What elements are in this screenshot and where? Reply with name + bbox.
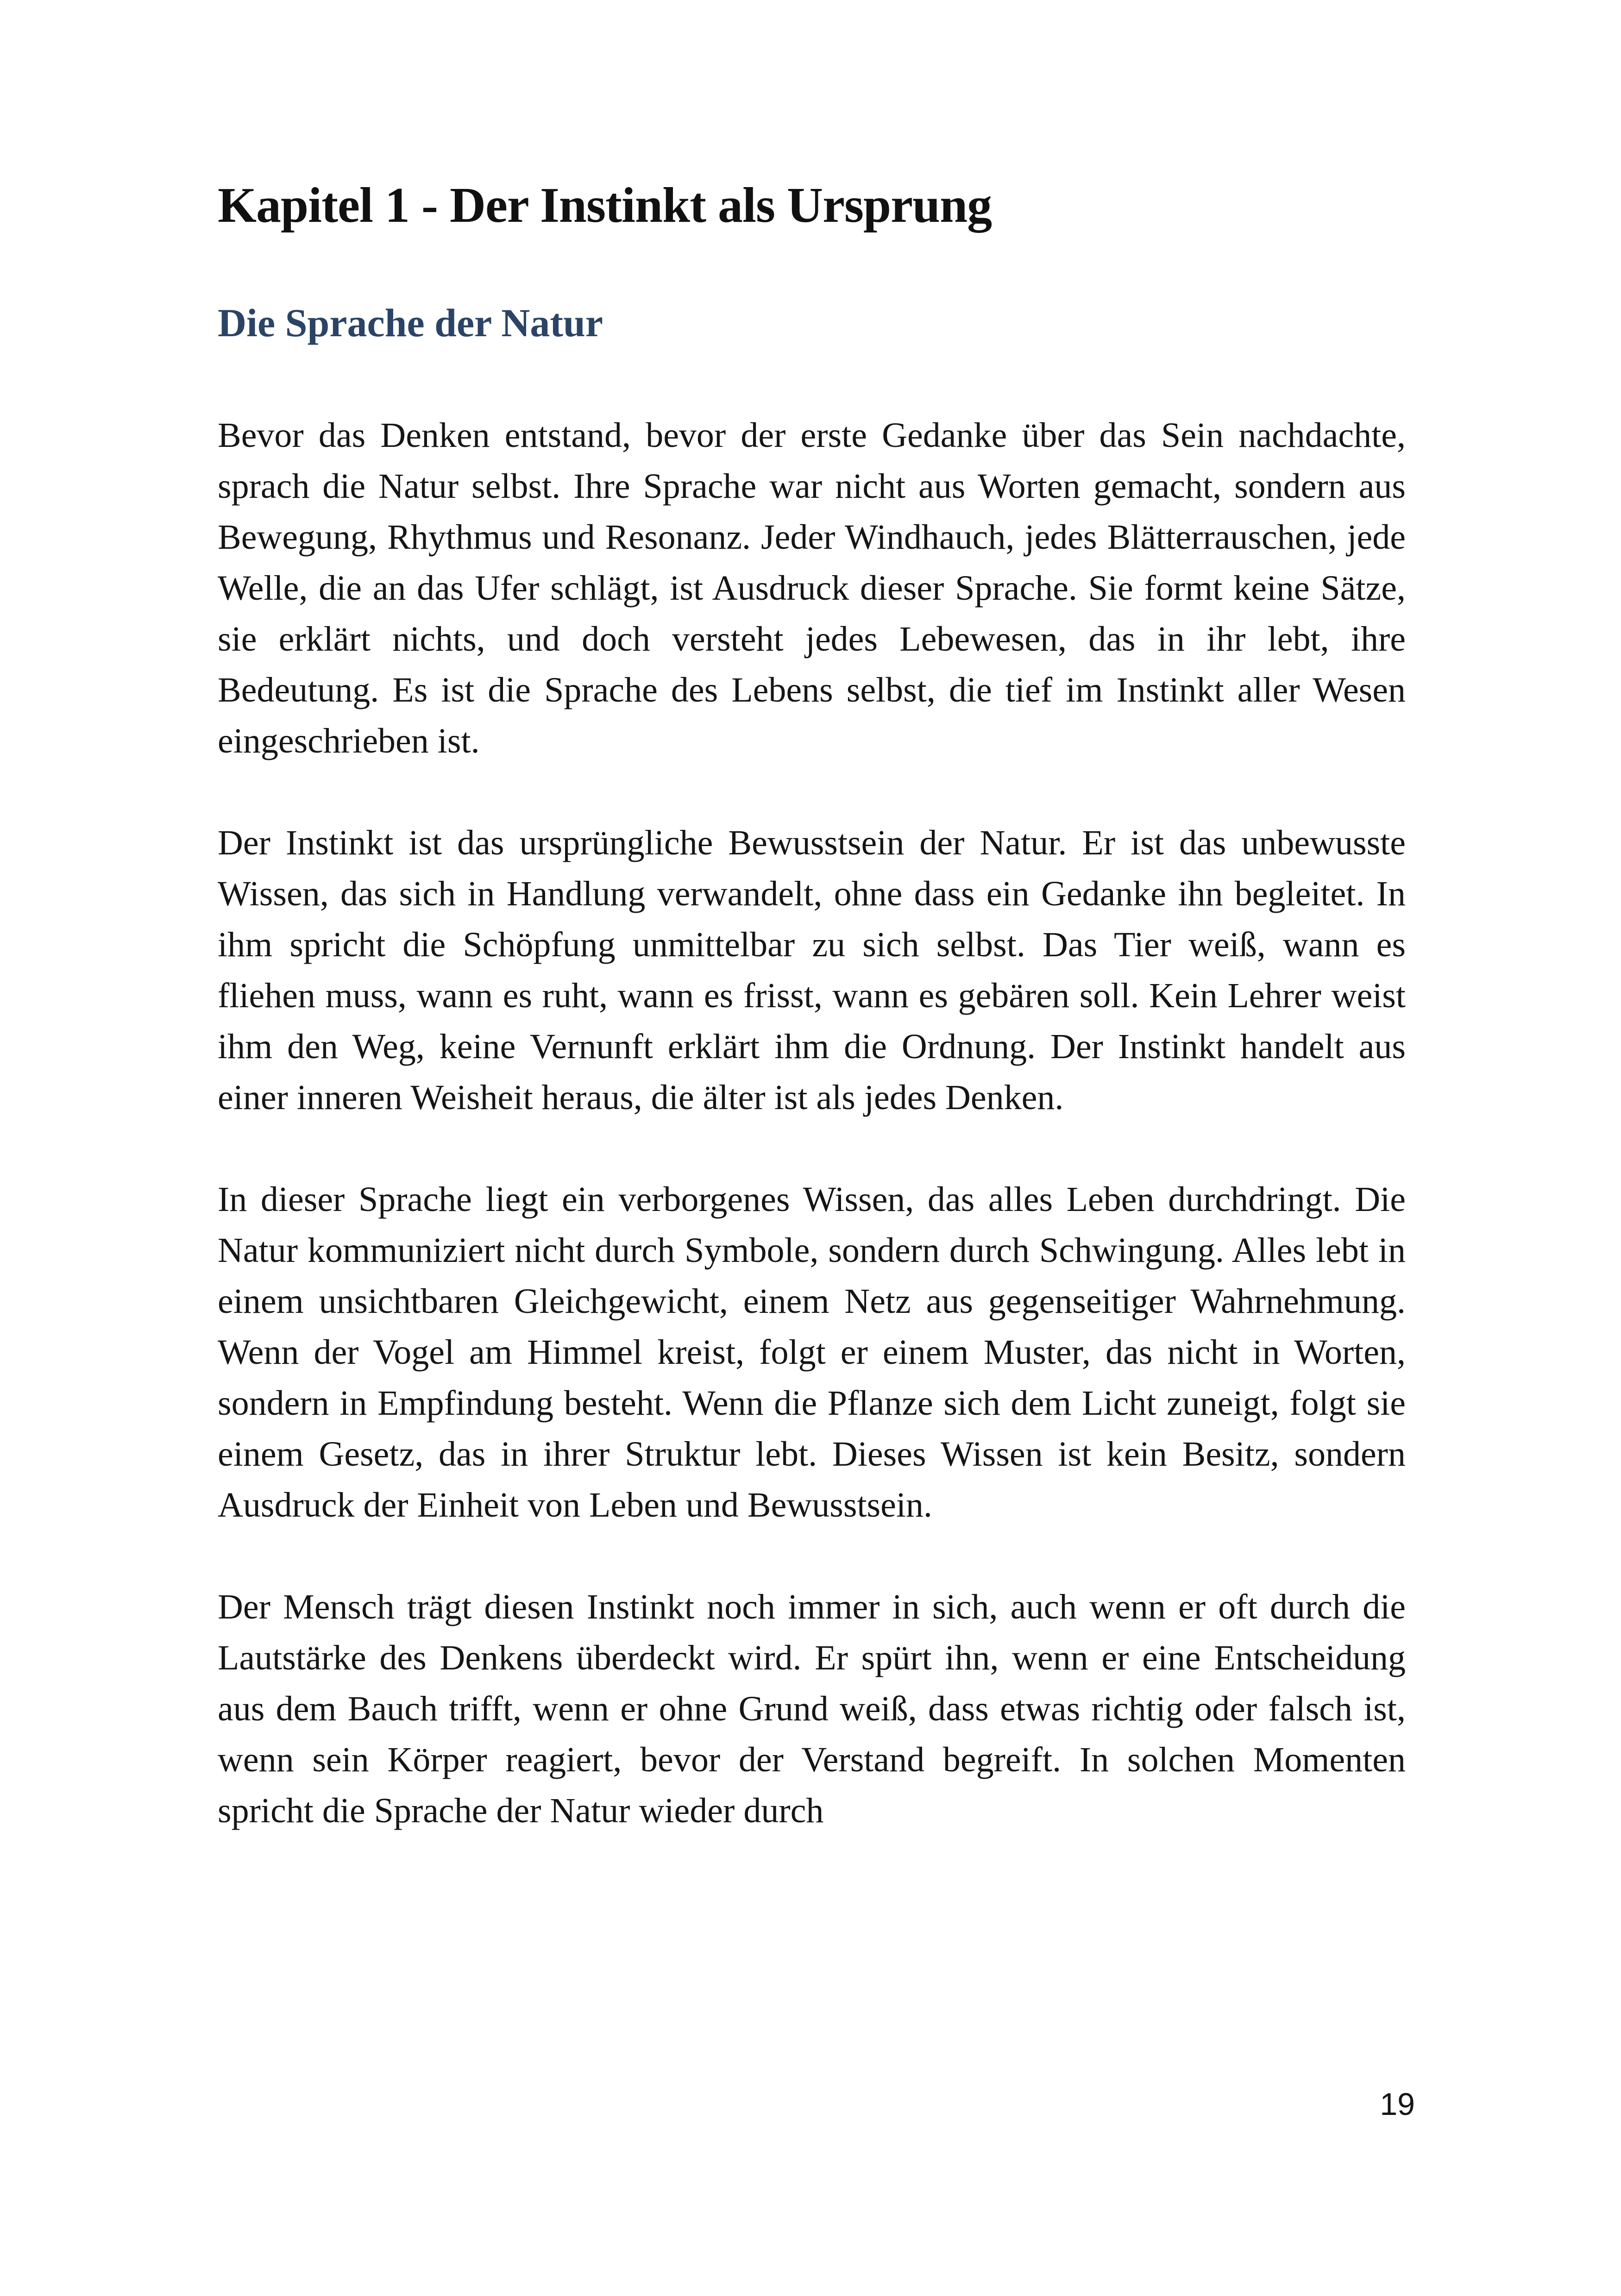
section-heading: Die Sprache der Natur — [218, 301, 603, 345]
paragraph-2: Der Instinkt ist das ursprüngliche Bewusstsein der Natur. Er ist das unbewusste Wissen, das sich in Handlung verwandelt, ohne dass ein Gedanke ihn begleitet. In ihm spricht die Schöpfung unmittelbar zu sich selbst. Das Tier weiß, wann es fliehen muss, wann es ruht, wann es frisst, wann es gebären soll. Kein Lehrer weist ihm den Weg, keine Vernunft erklärt ihm die Ordnung. Der Instinkt handelt aus einer inneren Weisheit heraus, die älter ist als jedes Denken. — [218, 823, 1406, 1117]
paragraph-4: Der Mensch trägt diesen Instinkt noch immer in sich, auch wenn er oft durch die Lautstärke des Denkens überdeckt wird. Er spürt ihn, wenn er eine Entscheidung aus dem Bauch trifft, wenn er ohne Grund weiß, dass etwas richtig oder falsch ist, wenn sein Körper reagiert, bevor der Verstand begreift. In solchen Momenten spricht die Sprache der Natur wieder durch — [218, 1587, 1406, 1830]
paragraph-3: In dieser Sprache liegt ein verborgenes Wissen, das alles Leben durchdringt. Die Natur kommuniziert nicht durch Symbole, sondern durch Schwingung. Alles lebt in einem unsichtbaren Gleichgewicht, einem Netz aus gegenseitiger Wahrnehmung. Wenn der Vogel am Himmel kreist, folgt er einem Muster, das nicht in Worten, sondern in Empfindung besteht. Wenn die Pflanze sich dem Licht zuneigt, folgt sie einem Gesetz, das in ihrer Struktur lebt. Dieses Wissen ist kein Besitz, sondern Ausdruck der Einheit von Leben und Bewusstsein. — [218, 1180, 1406, 1524]
paragraph-1: Bevor das Denken entstand, bevor der erste Gedanke über das Sein nachdachte, sprach die Natur selbst. Ihre Sprache war nicht aus Worten gemacht, sondern aus Bewegung, Rhythmus und Resonanz. Jeder Windhauch, jedes Blätterrauschen, jede Welle, die an das Ufer schlägt, ist Ausdruck dieser Sprache. Sie formt keine Sätze, sie erklärt nichts, und doch versteht jedes Lebewesen, das in ihr lebt, ihre Bedeutung. Es ist die Sprache des Lebens selbst, die tief im Instinkt aller Wesen eingeschrieben ist. — [218, 416, 1406, 760]
chapter-title: Kapitel 1 - Der Instinkt als Ursprung — [218, 178, 992, 233]
body-text — [218, 410, 1406, 1887]
page-number: 19 — [1380, 2087, 1415, 2122]
